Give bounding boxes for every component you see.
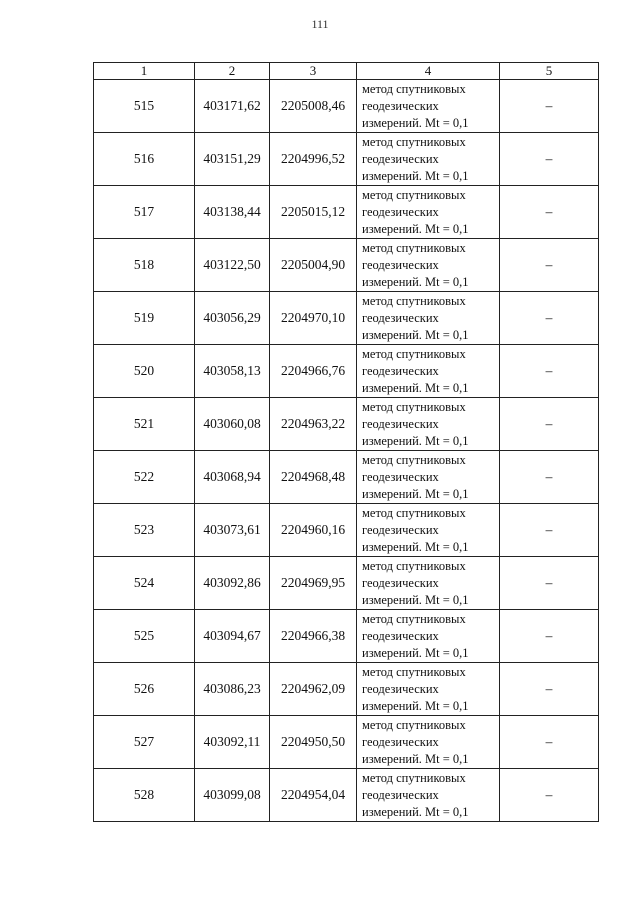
x-coordinate-cell: 403092,86	[195, 557, 270, 610]
page-number: 111	[311, 17, 329, 31]
method-text-line: геодезических	[362, 575, 439, 590]
method-cell	[357, 398, 500, 451]
table-row	[94, 133, 599, 186]
point-number-cell: 519	[94, 292, 195, 345]
y-coordinate-cell: 2204960,16	[270, 504, 357, 557]
point-number-cell: 526	[94, 663, 195, 716]
method-text-line: измерений. Mt = 0,1	[362, 486, 469, 501]
method-cell	[357, 663, 500, 716]
table-row	[94, 557, 599, 610]
method-text-line: метод спутниковых	[362, 505, 466, 520]
accuracy-cell: –	[500, 557, 599, 610]
method-text-line: метод спутниковых	[362, 558, 466, 573]
accuracy-cell: –	[500, 504, 599, 557]
x-coordinate-cell: 403068,94	[195, 451, 270, 504]
method-text-line: геодезических	[362, 363, 439, 378]
accuracy-cell: –	[500, 133, 599, 186]
y-coordinate-cell: 2204996,52	[270, 133, 357, 186]
header-row	[94, 63, 599, 80]
accuracy-cell: –	[500, 398, 599, 451]
method-text-line: измерений. Mt = 0,1	[362, 274, 469, 289]
method-text-line: измерений. Mt = 0,1	[362, 698, 469, 713]
method-cell	[357, 769, 500, 822]
method-text-line: измерений. Mt = 0,1	[362, 645, 469, 660]
table-row	[94, 292, 599, 345]
method-text-line: метод спутниковых	[362, 240, 466, 255]
point-number-cell: 520	[94, 345, 195, 398]
method-text-line: метод спутниковых	[362, 399, 466, 414]
method-cell	[357, 451, 500, 504]
method-text-line: геодезических	[362, 257, 439, 272]
method-text-line: измерений. Mt = 0,1	[362, 539, 469, 554]
x-coordinate-cell: 403058,13	[195, 345, 270, 398]
point-number-cell: 528	[94, 769, 195, 822]
y-coordinate-cell: 2205015,12	[270, 186, 357, 239]
method-text-line: измерений. Mt = 0,1	[362, 433, 469, 448]
y-coordinate-cell: 2204968,48	[270, 451, 357, 504]
method-text-line: измерений. Mt = 0,1	[362, 327, 469, 342]
table-body	[94, 80, 599, 822]
method-text-line: измерений. Mt = 0,1	[362, 751, 469, 766]
y-coordinate-cell: 2205004,90	[270, 239, 357, 292]
accuracy-cell: –	[500, 80, 599, 133]
point-number-cell: 517	[94, 186, 195, 239]
method-cell	[357, 610, 500, 663]
method-cell	[357, 504, 500, 557]
method-cell	[357, 557, 500, 610]
y-coordinate-cell: 2204966,76	[270, 345, 357, 398]
method-cell	[357, 80, 500, 133]
x-coordinate-cell: 403094,67	[195, 610, 270, 663]
method-cell	[357, 186, 500, 239]
method-text-line: метод спутниковых	[362, 664, 466, 679]
x-coordinate-cell: 403086,23	[195, 663, 270, 716]
table-row	[94, 610, 599, 663]
y-coordinate-cell: 2204969,95	[270, 557, 357, 610]
method-cell	[357, 239, 500, 292]
header-col-2: 2	[195, 63, 270, 80]
method-cell	[357, 292, 500, 345]
point-number-cell: 525	[94, 610, 195, 663]
method-text-line: геодезических	[362, 416, 439, 431]
point-number-cell: 527	[94, 716, 195, 769]
x-coordinate-cell: 403138,44	[195, 186, 270, 239]
x-coordinate-cell: 403060,08	[195, 398, 270, 451]
method-cell	[357, 133, 500, 186]
x-coordinate-cell: 403092,11	[195, 716, 270, 769]
y-coordinate-cell: 2204962,09	[270, 663, 357, 716]
point-number-cell: 516	[94, 133, 195, 186]
y-coordinate-cell: 2205008,46	[270, 80, 357, 133]
x-coordinate-cell: 403122,50	[195, 239, 270, 292]
method-text-line: метод спутниковых	[362, 187, 466, 202]
table-row	[94, 80, 599, 133]
accuracy-cell: –	[500, 769, 599, 822]
method-cell	[357, 345, 500, 398]
point-number-cell: 523	[94, 504, 195, 557]
header-col-5: 5	[500, 63, 599, 80]
header-col-4: 4	[357, 63, 500, 80]
y-coordinate-cell: 2204970,10	[270, 292, 357, 345]
table-row	[94, 504, 599, 557]
method-text-line: геодезических	[362, 469, 439, 484]
accuracy-cell: –	[500, 239, 599, 292]
x-coordinate-cell: 403099,08	[195, 769, 270, 822]
header-col-3: 3	[270, 63, 357, 80]
method-text-line: геодезических	[362, 787, 439, 802]
accuracy-cell: –	[500, 716, 599, 769]
method-text-line: метод спутниковых	[362, 81, 466, 96]
coordinates-table	[93, 62, 599, 822]
table-row	[94, 451, 599, 504]
method-text-line: метод спутниковых	[362, 134, 466, 149]
y-coordinate-cell: 2204950,50	[270, 716, 357, 769]
method-text-line: измерений. Mt = 0,1	[362, 380, 469, 395]
accuracy-cell: –	[500, 186, 599, 239]
method-cell	[357, 716, 500, 769]
method-text-line: геодезических	[362, 98, 439, 113]
table-row	[94, 663, 599, 716]
x-coordinate-cell: 403056,29	[195, 292, 270, 345]
x-coordinate-cell: 403073,61	[195, 504, 270, 557]
table-row	[94, 716, 599, 769]
table-row	[94, 769, 599, 822]
accuracy-cell: –	[500, 451, 599, 504]
method-text-line: измерений. Mt = 0,1	[362, 168, 469, 183]
method-text-line: геодезических	[362, 734, 439, 749]
point-number-cell: 515	[94, 80, 195, 133]
method-text-line: измерений. Mt = 0,1	[362, 115, 469, 130]
method-text-line: измерений. Mt = 0,1	[362, 804, 469, 819]
accuracy-cell: –	[500, 610, 599, 663]
table-row	[94, 345, 599, 398]
x-coordinate-cell: 403151,29	[195, 133, 270, 186]
point-number-cell: 522	[94, 451, 195, 504]
header-col-1: 1	[94, 63, 195, 80]
accuracy-cell: –	[500, 345, 599, 398]
method-text-line: измерений. Mt = 0,1	[362, 592, 469, 607]
method-text-line: измерений. Mt = 0,1	[362, 221, 469, 236]
point-number-cell: 518	[94, 239, 195, 292]
x-coordinate-cell: 403171,62	[195, 80, 270, 133]
table-row	[94, 398, 599, 451]
method-text-line: метод спутниковых	[362, 611, 466, 626]
method-text-line: геодезических	[362, 151, 439, 166]
method-text-line: метод спутниковых	[362, 770, 466, 785]
y-coordinate-cell: 2204954,04	[270, 769, 357, 822]
point-number-cell: 521	[94, 398, 195, 451]
method-text-line: геодезических	[362, 310, 439, 325]
table-row	[94, 239, 599, 292]
method-text-line: геодезических	[362, 522, 439, 537]
y-coordinate-cell: 2204966,38	[270, 610, 357, 663]
accuracy-cell: –	[500, 292, 599, 345]
table-row	[94, 186, 599, 239]
method-text-line: геодезических	[362, 204, 439, 219]
accuracy-cell: –	[500, 663, 599, 716]
method-text-line: метод спутниковых	[362, 346, 466, 361]
method-text-line: метод спутниковых	[362, 452, 466, 467]
method-text-line: метод спутниковых	[362, 293, 466, 308]
method-text-line: метод спутниковых	[362, 717, 466, 732]
point-number-cell: 524	[94, 557, 195, 610]
method-text-line: геодезических	[362, 681, 439, 696]
y-coordinate-cell: 2204963,22	[270, 398, 357, 451]
method-text-line: геодезических	[362, 628, 439, 643]
